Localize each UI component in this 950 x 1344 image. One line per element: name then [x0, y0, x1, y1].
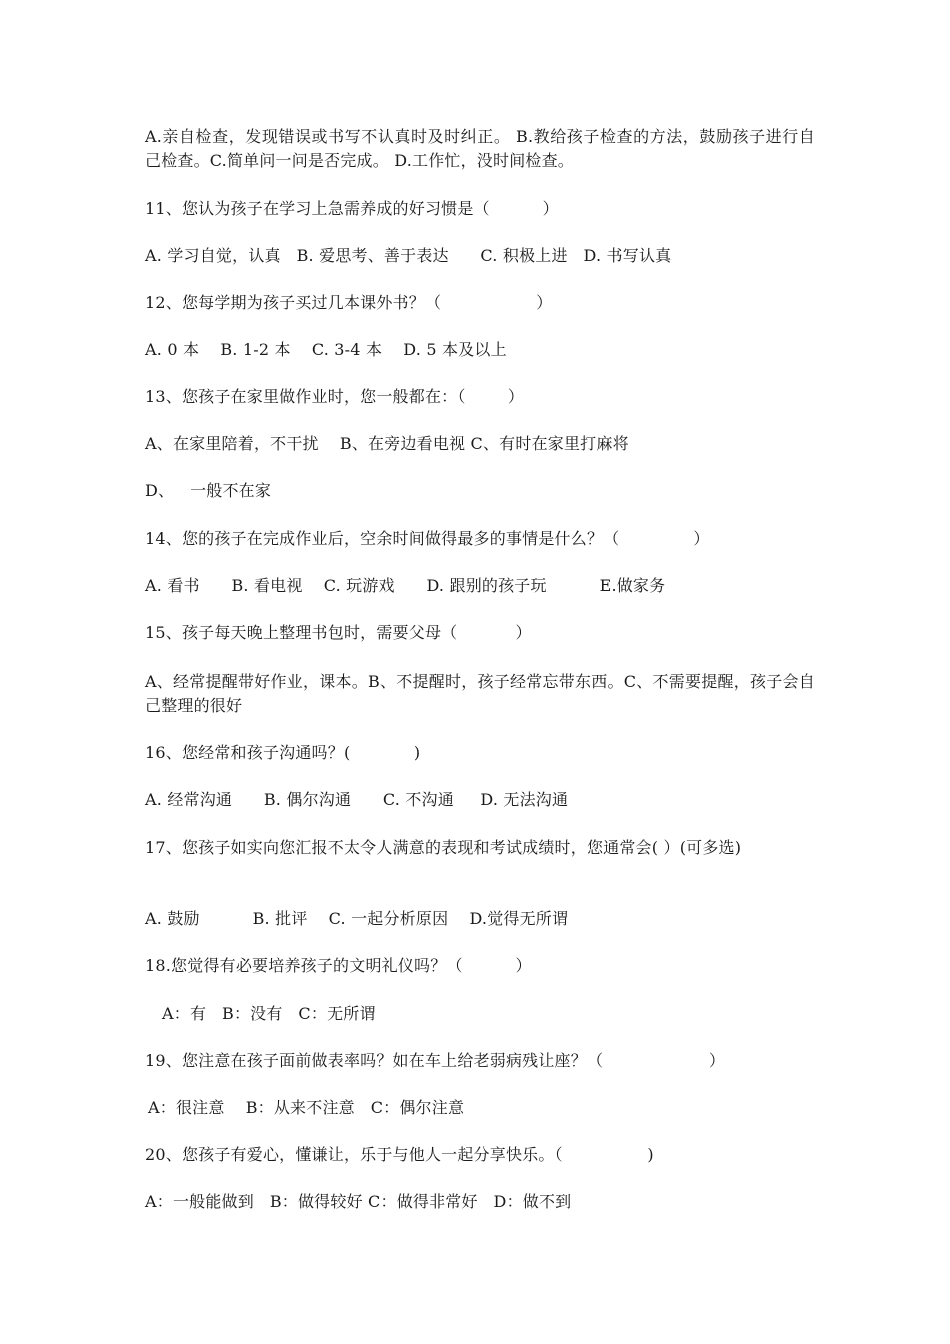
q16-question: 16、您经常和孩子沟通吗？( ) [145, 743, 421, 762]
q14-question: 14、您的孩子在完成作业后，空余时间做得最多的事情是什么？（ ） [145, 529, 710, 548]
q13-options: A、在家里陪着，不干扰 B、在旁边看电视 C、有时在家里打麻将 [145, 434, 629, 453]
q18-options: A：有 B：没有 C：无所谓 [162, 1004, 376, 1023]
q20-options: A：一般能做到 B：做得较好 C：做得非常好 D：做不到 [145, 1192, 572, 1211]
q13-question: 13、您孩子在家里做作业时，您一般都在：（ ） [145, 387, 525, 406]
q12-options: A. 0 本 B. 1-2 本 C. 3-4 本 D. 5 本及以上 [145, 340, 507, 359]
q19-question: 19、您注意在孩子面前做表率吗？如在车上给老弱病残让座？（ ） [145, 1051, 726, 1070]
q17-options: A. 鼓励 B. 批评 C. 一起分析原因 D.觉得无所谓 [145, 909, 569, 928]
q18-question: 18.您觉得有必要培养孩子的文明礼仪吗？（ ） [145, 956, 532, 975]
q15-question: 15、孩子每天晚上整理书包时，需要父母（ ） [145, 623, 532, 642]
q19-options: A：很注意 B：从来不注意 C：偶尔注意 [148, 1098, 465, 1117]
q11-question: 11、您认为孩子在学习上急需养成的好习惯是（ ） [145, 199, 559, 218]
q17-question: 17、您孩子如实向您汇报不太令人满意的表现和考试成绩时，您通常会( ）(可多选) [145, 838, 742, 857]
q14-options: A. 看书 B. 看电视 C. 玩游戏 D. 跟别的孩子玩 E.做家务 [145, 576, 666, 595]
q10-options: A.亲自检查，发现错误或书写不认真时及时纠正。 B.教给孩子检查的方法，鼓励孩子进行自己检查。C.简单问一问是否完成。 D.工作忙，没时间检查。 [145, 127, 815, 170]
q16-options: A. 经常沟通 B. 偶尔沟通 C. 不沟通 D. 无法沟通 [145, 790, 569, 809]
q20-question: 20、您孩子有爱心，懂谦让，乐于与他人一起分享快乐。（ ) [145, 1145, 654, 1164]
q11-options: A. 学习自觉，认真 B. 爱思考、善于表达 C. 积极上进 D. 书写认真 [145, 246, 672, 265]
q13-option-d: D、 一般不在家 [145, 481, 272, 500]
q12-question: 12、您每学期为孩子买过几本课外书？（ ） [145, 293, 553, 312]
q15-options: A、经常提醒带好作业，课本。B、不提醒时，孩子经常忘带东西。C、不需要提醒，孩子会自己整理的很好 [145, 672, 815, 715]
